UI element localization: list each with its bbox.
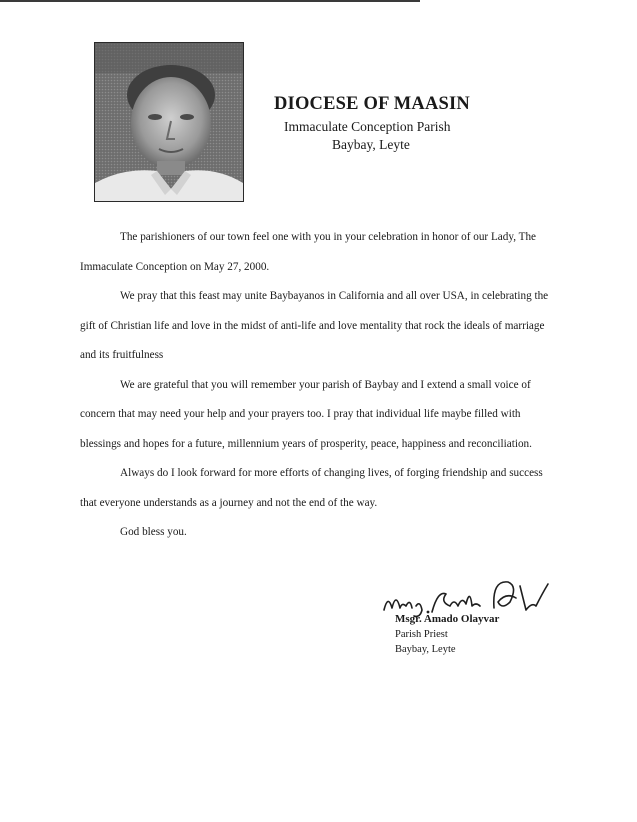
signature-block (395, 612, 499, 657)
top-rule (0, 0, 420, 2)
paragraph: Always do I look forward for more efforts of changing lives, of forging friendship and success that everyone understands as a journey and not the end of the way. (80, 467, 543, 509)
parish-name: Immaculate Conception Parish (284, 119, 451, 134)
letter-body (80, 223, 550, 548)
priest-portrait-icon (95, 43, 243, 201)
signatory-name: Msgr. Amado Olayvar (395, 613, 500, 625)
signatory-title: Parish Priest (395, 629, 448, 640)
paragraph: The parishioners of our town feel one with you in your celebration in honor of our Lady, The Immaculate Conception on May 27, 2000. (80, 231, 537, 273)
diocese-title: DIOCESE OF MAASIN (274, 94, 470, 114)
priest-photo (94, 42, 244, 202)
parish-town: Baybay, Leyte (332, 137, 410, 152)
paragraph: We are grateful that you will remember your parish of Baybay and I extend a small voice of concern that may need your help and your prayers too. I pray that individual life maybe filled with blessings and hopes for a future, millennium years of prosperity, peace, happiness and reconciliation. (80, 378, 532, 450)
signatory-location: Baybay, Leyte (395, 644, 456, 655)
closing: God bless you. (120, 526, 187, 538)
paragraph: We pray that this feast may unite Baybayanos in California and all over USA, in celebrating the gift of Christian life and love in the midst of anti-life and love mentality that rock the ideals of marriage and its fruitfulness (80, 290, 549, 361)
